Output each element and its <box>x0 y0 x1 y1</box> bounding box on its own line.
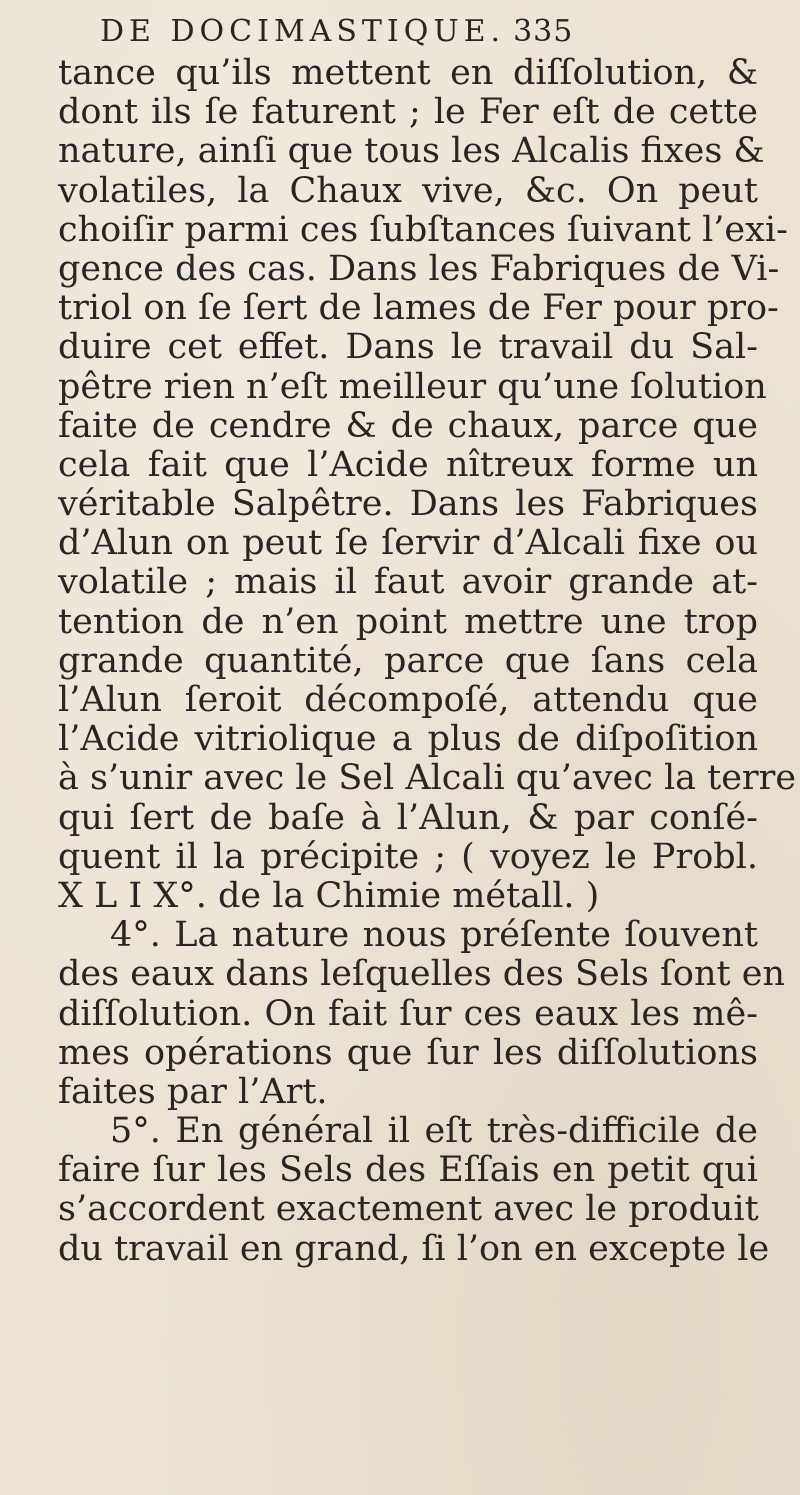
text-line: faire ſur les Sels des Eſſais en petit qui <box>58 1150 758 1191</box>
text-line: véritable Salpêtre. Dans les Fabriques <box>58 484 758 525</box>
text-line: triol on ſe ſert de lames de Fer pour pro- <box>58 288 779 329</box>
text-line: choiſir parmi ces ſubſtances ſuivant l’exi- <box>58 209 788 250</box>
text-line: dont ils ſe faturent ; le Fer eſt de cette <box>58 92 758 133</box>
text-line: grande quantité, parce que ſans cela <box>58 640 758 681</box>
running-title: DE DOCIMASTIQUE. <box>100 14 506 49</box>
body-text <box>58 53 797 1269</box>
running-header <box>100 14 760 50</box>
text-line: diſſolution. On fait ſur ces eaux les mê- <box>58 993 758 1034</box>
text-line: pêtre rien n’eſt meilleur qu’une ſolution <box>58 366 767 407</box>
text-line: à s’unir avec le Sel Alcali qu’avec la terre <box>58 758 797 799</box>
text-line: quent il la précipite ; ( voyez le Probl. <box>58 836 758 877</box>
text-line: volatiles, la Chaux vive, &c. On peut <box>58 170 758 211</box>
text-line: X L I X°. de la Chimie métall. ) <box>58 875 600 916</box>
text-line: duire cet effet. Dans le travail du Sal- <box>58 327 758 368</box>
paragraph-5-start: 5°. En général il eſt très-difficile de <box>110 1111 758 1152</box>
text-line: l’Alun ſeroit décompoſé, attendu que <box>58 680 758 720</box>
text-line: d’Alun on peut ſe ſervir d’Alcali fixe ou <box>58 523 758 564</box>
text-line: faites par l’Art. <box>58 1071 328 1112</box>
text-line: des eaux dans leſquelles des Sels ſont en <box>58 954 785 995</box>
text-line: volatile ; mais il faut avoir grande at- <box>58 562 758 603</box>
text-line: mes opérations que ſur les diſſolutions <box>58 1032 758 1073</box>
text-line: tention de n’en point mettre une trop <box>58 601 758 642</box>
text-line: tance qu’ils mettent en diſſolution, & <box>58 53 758 93</box>
text-line: qui ſert de baſe à l’Alun, & par conſé- <box>58 797 758 838</box>
paragraph-4-start: 4°. La nature nous préſente ſouvent <box>110 915 758 956</box>
text-line: gence des cas. Dans les Fabriques de Vi- <box>58 248 780 289</box>
text-line: s’accordent exactement avec le produit <box>58 1189 759 1230</box>
text-line: faite de cendre & de chaux, parce que <box>58 405 758 446</box>
page-number: 335 <box>513 14 574 49</box>
text-line: l’Acide vitriolique a plus de diſpoſition <box>58 719 758 760</box>
text-line: nature, ainſi que tous les Alcalis fixes & <box>58 131 765 172</box>
text-line: cela fait que l’Acide nîtreux forme un <box>58 444 758 485</box>
text-line: du travail en grand, ſi l’on en excepte le <box>58 1228 770 1269</box>
